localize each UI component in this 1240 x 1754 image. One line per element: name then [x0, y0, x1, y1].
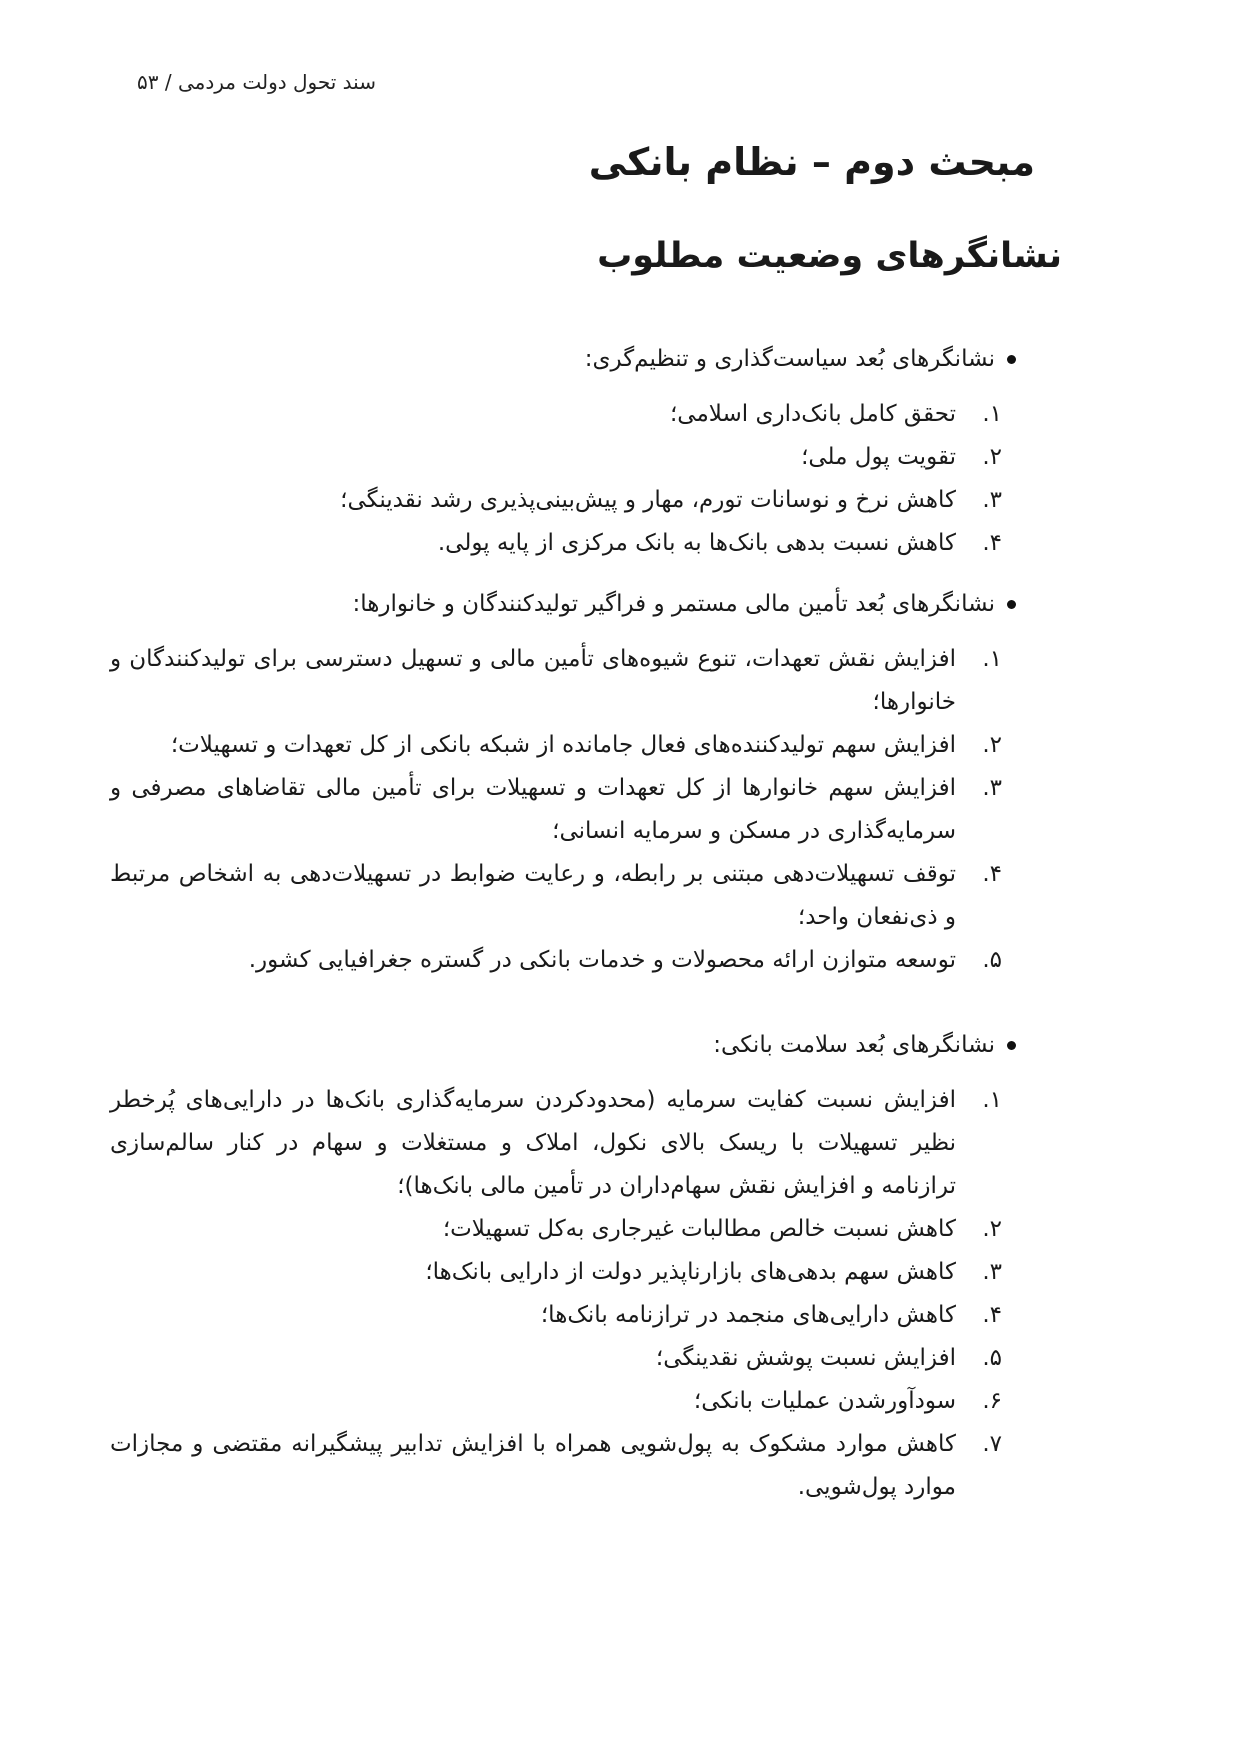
- list-item: [110, 1423, 1002, 1509]
- item-number: ۱.: [982, 646, 1002, 672]
- item-text: کاهش سهم بدهی‌های بازارناپذیر دولت از دارایی بانک‌ها؛: [425, 1259, 956, 1285]
- item-number: ۵.: [982, 947, 1002, 973]
- item-number: ۳.: [982, 1259, 1002, 1285]
- item-text: افزایش نسبت کفایت سرمایه (محدودکردن سرمایه‌گذاری بانک‌ها در دارایی‌های پُرخطر نظیر تسهیلات با ریسک بالای نکول، املاک و مستغلات و سهام در کنار سالم‌سازی ترازنامه و افزایش نقش سهام‌داران در تأمین مالی بانک‌ها)؛: [110, 1087, 956, 1199]
- list-item: [110, 1380, 1002, 1423]
- item-number: ۷.: [982, 1431, 1002, 1457]
- item-text: توسعه متوازن ارائه محصولات و خدمات بانکی در گستره جغرافیایی کشور.: [248, 947, 956, 973]
- item-text: افزایش سهم خانوارها از کل تعهدات و تسهیلات برای تأمین مالی تقاضاهای مصرفی و سرمایه‌گذاری در مسکن و سرمایه انسانی؛: [110, 775, 956, 844]
- item-number: ۴.: [982, 1302, 1002, 1328]
- item-number: ۴.: [982, 861, 1002, 887]
- item-number: ۱.: [982, 401, 1002, 427]
- item-text: کاهش نسبت بدهی بانک‌ها به بانک مرکزی از پایه پولی.: [437, 530, 956, 556]
- bullet-icon: [1007, 600, 1016, 609]
- bullet-icon: [1007, 1041, 1016, 1050]
- list-item: [110, 1337, 1002, 1380]
- list-item: [110, 522, 1002, 565]
- list-item: [110, 393, 1002, 436]
- item-text: توقف تسهیلات‌دهی مبتنی بر رابطه، و رعایت ضوابط در تسهیلات‌دهی به اشخاص مرتبط و ذی‌نفعان واحد؛: [110, 861, 956, 930]
- item-text: افزایش نقش تعهدات، تنوع شیوه‌های تأمین مالی و تسهیل دسترسی برای تولیدکنندگان و خانوارها؛: [110, 646, 956, 715]
- item-number: ۳.: [982, 487, 1002, 513]
- item-number: ۱.: [982, 1087, 1002, 1113]
- bullet-item: [110, 338, 1016, 381]
- item-text: افزایش سهم تولیدکننده‌های فعال جامانده از شبکه بانکی از کل تعهدات و تسهیلات؛: [170, 732, 956, 758]
- bullet-item: [110, 583, 1016, 626]
- item-text: افزایش نسبت پوشش نقدینگی؛: [655, 1345, 956, 1371]
- item-text: کاهش دارایی‌های منجمد در ترازنامه بانک‌ها؛: [540, 1302, 956, 1328]
- list-item: [110, 767, 1002, 853]
- list-item: [110, 939, 1002, 982]
- item-text: کاهش نرخ و نوسانات تورم، مهار و پیش‌بینی‌پذیری رشد نقدینگی؛: [340, 487, 956, 513]
- item-text: تقویت پول ملی؛: [801, 444, 956, 470]
- bullet-label: نشانگرهای بُعد سلامت بانکی:: [713, 1032, 995, 1058]
- section-policy: [110, 338, 1016, 565]
- item-number: ۵.: [982, 1345, 1002, 1371]
- page-title: مبحث دوم – نظام بانکی: [588, 140, 1035, 184]
- bullet-icon: [1007, 355, 1016, 364]
- list-item: [110, 1079, 1002, 1208]
- list-item: [110, 853, 1002, 939]
- section-heading: نشانگرهای وضعیت مطلوب: [597, 236, 1062, 276]
- list-item: [110, 1208, 1002, 1251]
- section-banking-health: [110, 1024, 1016, 1509]
- item-number: ۲.: [982, 444, 1002, 470]
- bullet-label: نشانگرهای بُعد سیاست‌گذاری و تنظیم‌گری:: [584, 346, 995, 372]
- item-number: ۳.: [982, 775, 1002, 801]
- bullet-item: [110, 1024, 1016, 1067]
- list-item: [110, 1251, 1002, 1294]
- item-number: ۲.: [982, 1216, 1002, 1242]
- list-item: [110, 724, 1002, 767]
- list-item: [110, 436, 1002, 479]
- section-financing: [110, 583, 1016, 982]
- item-number: ۶.: [982, 1388, 1002, 1414]
- content-column: [110, 338, 1016, 1509]
- item-text: کاهش نسبت خالص مطالبات غیرجاری به‌کل تسهیلات؛: [442, 1216, 956, 1242]
- item-text: کاهش موارد مشکوک به پول‌شویی همراه با افزایش تدابیر پیشگیرانه مقتضی و مجازات موارد پول‌شویی.: [110, 1431, 956, 1500]
- item-number: ۲.: [982, 732, 1002, 758]
- list-item: [110, 479, 1002, 522]
- item-text: تحقق کامل بانک‌داری اسلامی؛: [669, 401, 956, 427]
- item-number: ۴.: [982, 530, 1002, 556]
- bullet-label: نشانگرهای بُعد تأمین مالی مستمر و فراگیر تولیدکنندگان و خانوارها:: [352, 591, 995, 617]
- item-text: سودآورشدن عملیات بانکی؛: [693, 1388, 956, 1414]
- list-item: [110, 638, 1002, 724]
- running-header: سند تحول دولت مردمی / ۵۳: [137, 70, 376, 94]
- list-item: [110, 1294, 1002, 1337]
